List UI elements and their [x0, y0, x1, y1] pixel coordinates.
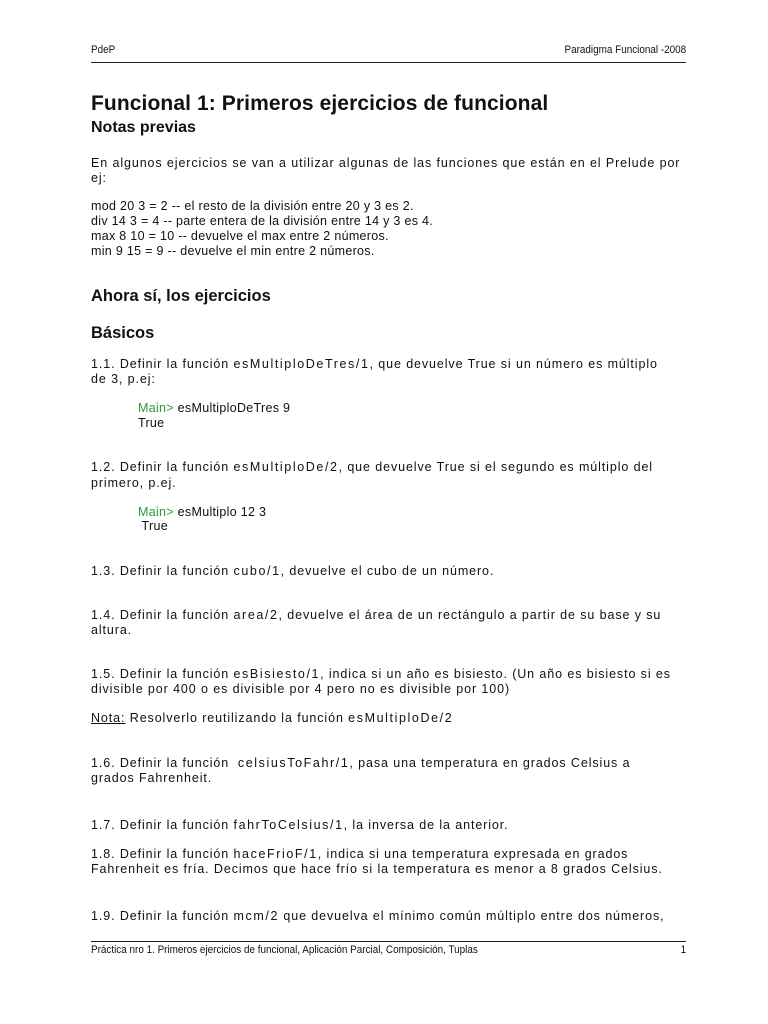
function-name: esMultiploDeTres/1 [233, 357, 370, 371]
note-label: Nota: [91, 711, 126, 725]
repl-prompt: Main> [138, 505, 174, 519]
exercise-text: 1.5. Definir la función [91, 667, 234, 681]
exercise-text: 1.7. Definir la función [91, 818, 234, 832]
repl-prompt: Main> [138, 401, 174, 415]
function-name: esMultiploDe/2 [348, 711, 454, 725]
repl-example [138, 505, 266, 520]
exercise-text: 1.2. Definir la función [91, 460, 234, 474]
exercise-1-3 [91, 564, 494, 579]
function-name: esMultiploDe/2 [233, 460, 339, 474]
exercise-1-6 [91, 756, 630, 771]
exercise-text: 1.9. Definir la función [91, 909, 234, 923]
function-name: haceFrioF/1 [233, 847, 318, 861]
exercise-text: , pasa una temperatura en grados Celsius a [349, 756, 631, 770]
exercise-1-2 [91, 460, 653, 475]
exercise-1-9 [91, 909, 665, 924]
footer-left: Práctica nro 1. Primeros ejercicios de funcional, Aplicación Parcial, Composición, Tuplas [91, 944, 478, 956]
exercise-text: 1.8. Definir la función [91, 847, 234, 861]
function-name: area/2 [233, 608, 279, 622]
example-line: mod 20 3 = 2 -- el resto de la división entre 20 y 3 es 2. [91, 199, 414, 213]
exercise-text: 1.1. Definir la función [91, 357, 234, 371]
exercise-text: que devuelva el mínimo común múltiplo entre dos números, [279, 909, 665, 923]
header-right: Paradigma Funcional -2008 [564, 44, 686, 56]
function-name: mcm/2 [233, 909, 279, 923]
header-left: PdeP [91, 44, 116, 56]
header-rule [91, 62, 686, 63]
example-line: div 14 3 = 4 -- parte entera de la división entre 14 y 3 es 4. [91, 214, 434, 228]
exercise-text: , indica si un año es bisiesto. (Un año es bisiesto si es [320, 667, 671, 681]
exercise-1-5 [91, 667, 671, 682]
exercise-text: , devuelve el cubo de un número. [280, 564, 495, 578]
exercise-text: , la inversa de la anterior. [343, 818, 509, 832]
exercise-1-8 [91, 847, 628, 862]
exercise-1-2-line-2: primero, p.ej. [91, 476, 177, 490]
exercise-1-4-line-2: altura. [91, 623, 133, 637]
section-heading-basic: Básicos [91, 324, 155, 342]
exercise-1-1-line-2: de 3, p.ej: [91, 372, 156, 386]
intro-line-2: ej: [91, 171, 107, 185]
exercise-1-4 [91, 608, 661, 623]
page-title: Funcional 1: Primeros ejercicios de funcional [91, 92, 549, 115]
subtitle: Notas previas [91, 119, 196, 136]
exercise-text: , que devuelve True si el segundo es múltiplo del [338, 460, 653, 474]
note-text: Resolverlo reutilizando la función [125, 711, 349, 725]
exercise-1-5-note [91, 711, 453, 726]
repl-command: esMultiplo 12 3 [173, 505, 267, 519]
intro-line-1: En algunos ejercicios se van a utilizar algunas de las funciones que están en el Prelude por [91, 156, 681, 170]
exercise-text: 1.4. Definir la función [91, 608, 234, 622]
page-number: 1 [680, 944, 686, 956]
exercise-1-6-line-2: grados Fahrenheit. [91, 771, 213, 785]
function-name: fahrToCelsius/1 [233, 818, 344, 832]
exercise-1-7 [91, 818, 509, 833]
function-name: cubo/1 [233, 564, 281, 578]
example-line: min 9 15 = 9 -- devuelve el min entre 2 números. [91, 244, 375, 258]
exercise-1-8-line-2: Fahrenheit es fría. Decimos que hace frío si la temperatura es menor a 8 grados Celsius. [91, 862, 663, 876]
exercise-text: , devuelve el área de un rectángulo a partir de su base y su [278, 608, 662, 622]
exercise-text: 1.6. Definir la función [91, 756, 238, 770]
exercise-1-1 [91, 357, 658, 372]
exercise-text: 1.3. Definir la función [91, 564, 234, 578]
function-name: esBisiesto/1 [233, 667, 321, 681]
exercise-text: , indica si una temperatura expresada en grados [317, 847, 629, 861]
repl-result: True [138, 416, 165, 430]
repl-example [138, 401, 290, 416]
repl-result: True [138, 519, 168, 533]
exercise-text: , que devuelve True si un número es múltiplo [369, 357, 658, 371]
exercise-1-5-line-2: divisible por 400 o es divisible por 4 pero no es divisible por 100) [91, 682, 511, 696]
function-name: celsiusToFahr/1 [237, 756, 350, 770]
example-line: max 8 10 = 10 -- devuelve el max entre 2 números. [91, 229, 389, 243]
footer-rule [91, 941, 686, 942]
section-heading-exercises: Ahora sí, los ejercicios [91, 287, 271, 305]
repl-command: esMultiploDeTres 9 [173, 401, 291, 415]
